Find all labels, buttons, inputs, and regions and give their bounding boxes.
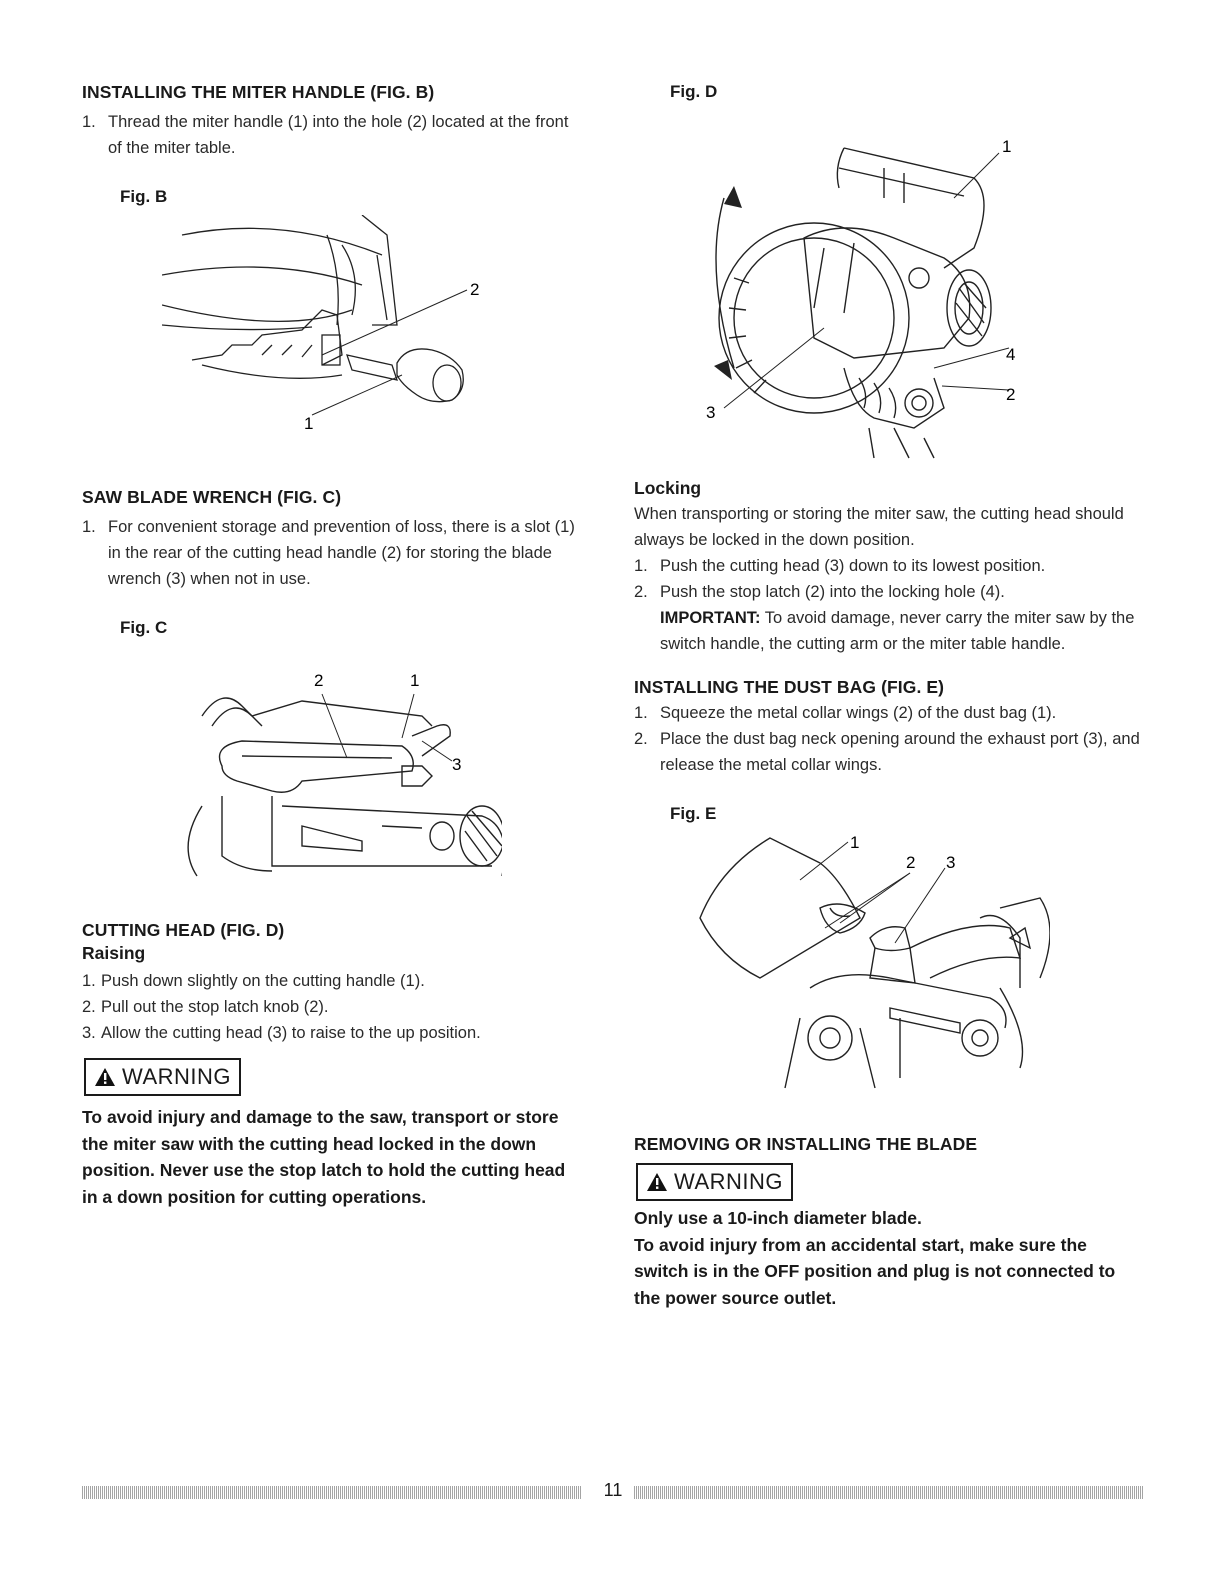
warning-label: WARNING: [122, 1064, 232, 1089]
cutting-head-drawing: [694, 108, 1074, 468]
dust-bag-drawing: [690, 828, 1050, 1108]
fig-d-illustration: [694, 108, 1144, 468]
warning-badge: [84, 1058, 241, 1096]
page-number: 11: [603, 1480, 623, 1500]
cutting-head-section: [82, 920, 582, 1046]
warning-text: To avoid injury and damage to the saw, transport or store the miter saw with the cutting head locked in the down position. Never use the stop latch to hold the cutting head in a down position for cutting operations.: [82, 1107, 566, 1207]
locking-steps: [634, 553, 1144, 657]
dust-bag-steps: [634, 700, 1144, 778]
callout-1: 1: [850, 833, 860, 852]
raising-steps: [82, 968, 582, 1046]
list-item: 1. Push down slightly on the cutting handle (1).: [82, 972, 425, 990]
list-item: 1. For convenient storage and prevention of loss, there is a slot (1) in the rear of the cutting head handle (2) for storing the blade wrench (3) when not in use.: [82, 518, 575, 588]
callout-4: 4: [1006, 345, 1016, 364]
warning-line-1: Only use a 10-inch diameter blade.: [634, 1208, 922, 1228]
callout-3: 3: [946, 853, 956, 872]
fig-e-illustration: [690, 828, 1144, 1108]
wrench-section: [82, 487, 582, 896]
dust-bag-heading: INSTALLING THE DUST BAG (FIG. E): [634, 677, 945, 697]
callout-2: 2: [1006, 385, 1016, 404]
fig-c-illustration: [182, 646, 582, 896]
wrench-drawing: [182, 646, 502, 896]
callout-2: 2: [470, 280, 480, 299]
miter-handle-drawing: [162, 215, 522, 445]
warning-triangle-icon: [646, 1172, 668, 1192]
list-item: 2. Place the dust bag neck opening around the exhaust port (3), and release the metal collar wings.: [634, 730, 1140, 774]
wrench-heading: SAW BLADE WRENCH (FIG. C): [82, 487, 342, 507]
dust-bag-section: [634, 677, 1144, 1108]
fig-b-label: Fig. B: [120, 187, 168, 206]
cutting-head-heading: CUTTING HEAD (FIG. D): [82, 920, 285, 940]
locking-intro: When transporting or storing the miter saw, the cutting head should always be locked in the down position.: [634, 505, 1124, 549]
miter-handle-steps: [82, 109, 582, 161]
fig-b-illustration: [162, 215, 582, 445]
list-item: 2. Push the stop latch (2) into the locking hole (4).: [634, 583, 1005, 601]
warning-label: WARNING: [674, 1169, 784, 1194]
fig-e-label: Fig. E: [670, 804, 717, 823]
callout-3: 3: [452, 755, 462, 774]
list-item: 1. Squeeze the metal collar wings (2) of the dust bag (1).: [634, 704, 1057, 722]
raising-subheading: Raising: [82, 943, 146, 963]
wrench-steps: [82, 514, 582, 592]
fig-d-label: Fig. D: [670, 82, 718, 101]
list-item: 1. Push the cutting head (3) down to its lowest position.: [634, 557, 1046, 575]
miter-handle-heading: INSTALLING THE MITER HANDLE (FIG. B): [82, 82, 435, 102]
locking-section: [634, 478, 1144, 657]
locking-heading: Locking: [634, 478, 702, 498]
right-column: [634, 82, 1144, 1311]
blade-heading: REMOVING OR INSTALLING THE BLADE: [634, 1134, 978, 1154]
list-item: 1. Thread the miter handle (1) into the hole (2) located at the front of the miter table.: [82, 113, 569, 157]
callout-2: 2: [314, 671, 324, 690]
blade-section: [634, 1134, 1144, 1311]
miter-handle-section: [82, 82, 582, 445]
warning-line-2: To avoid injury from an accidental start, make sure the switch is in the OFF position and plug is not connected to the power source outlet.: [634, 1234, 1116, 1308]
warning-triangle-icon: [94, 1067, 116, 1087]
callout-1: 1: [1002, 137, 1012, 156]
warning-badge: [636, 1163, 793, 1201]
list-item: 2. Pull out the stop latch knob (2).: [82, 998, 329, 1016]
fig-d-section: [634, 82, 1144, 468]
footer-stripe-right: [634, 1486, 1144, 1499]
fig-c-label: Fig. C: [120, 618, 168, 637]
callout-2: 2: [906, 853, 916, 872]
callout-1: 1: [410, 671, 420, 690]
page-footer: [82, 1480, 1144, 1504]
important-note: IMPORTANT: To avoid damage, never carry the miter saw by the switch handle, the cutting arm or the miter table handle.: [660, 609, 1135, 653]
list-item: 3. Allow the cutting head (3) to raise to the up position.: [82, 1024, 481, 1042]
left-column: [82, 82, 582, 1210]
callout-3: 3: [706, 403, 716, 422]
callout-1: 1: [304, 414, 314, 433]
warning-section: [82, 1058, 582, 1210]
